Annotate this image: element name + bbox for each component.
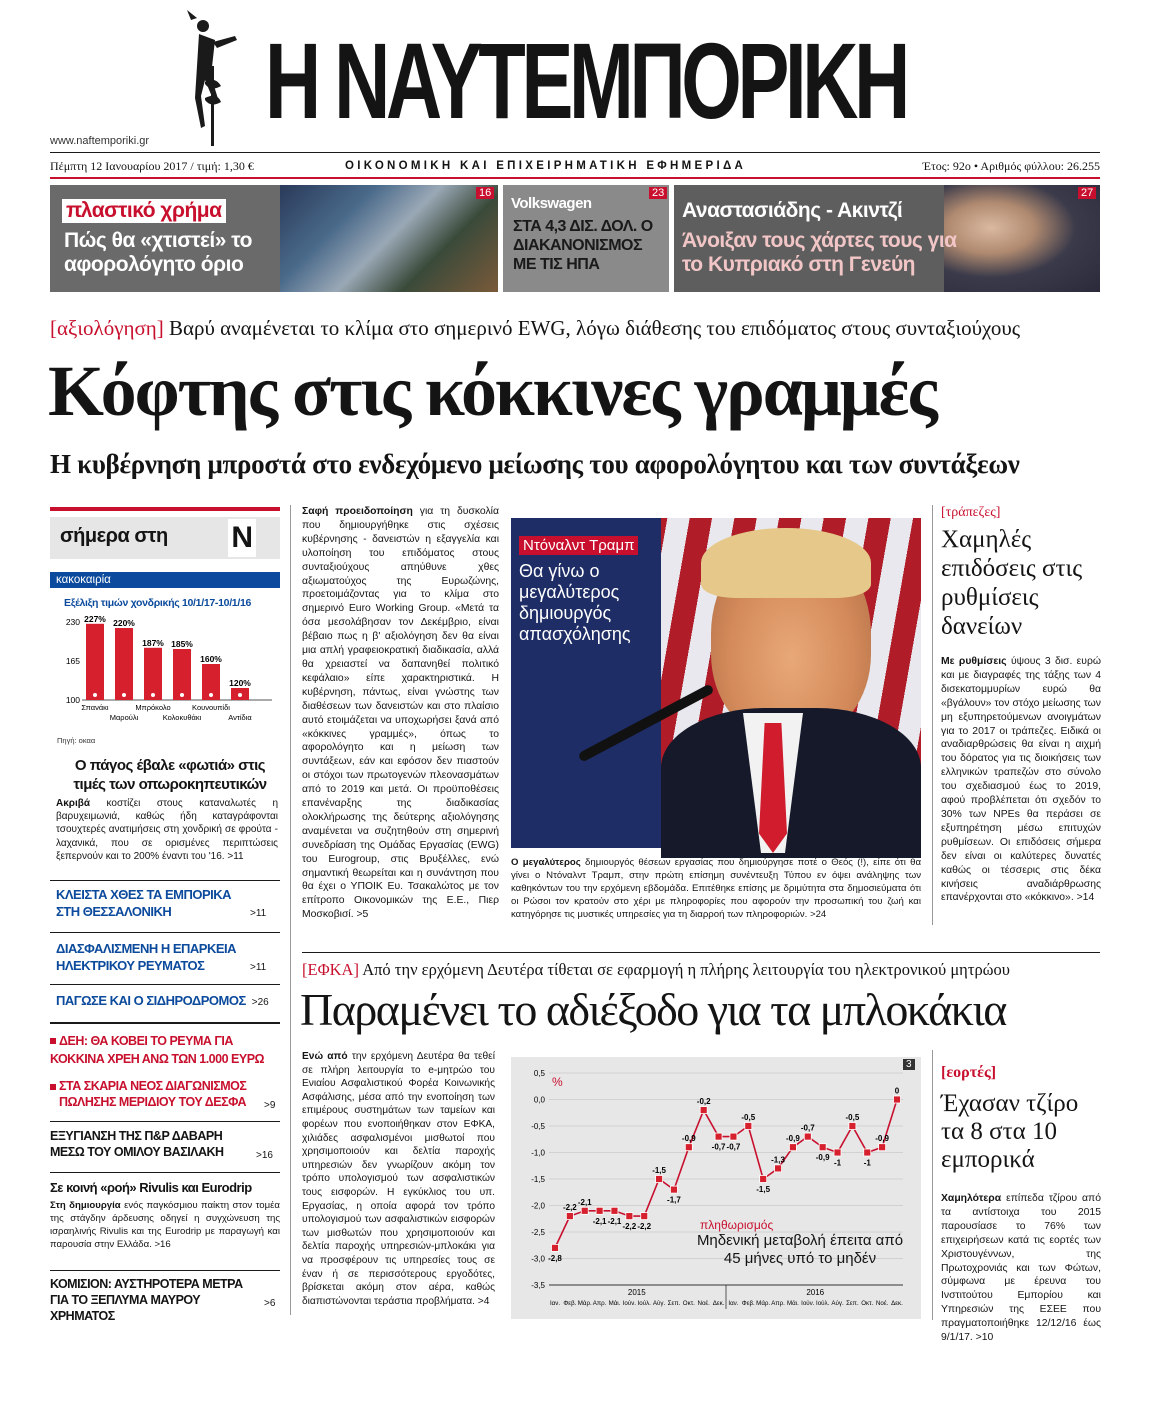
year-label: 2015 — [627, 1288, 646, 1297]
rivulis-body-text: ενός παγκόσμιου παίκτη στον τομέα της στάγδην άρδευσης οδηγεί η συγχώνευση της ισραηλινής Rivulis και της Eurodrip με παραγωγή και παρουσία στην Ελλάδα. >16 — [50, 1200, 280, 1250]
y-tick-label: 0,5 — [533, 1069, 545, 1078]
bar-chart-title: Εξέλιξη τιμών χονδρικής 10/1/17-10/1/16 — [64, 597, 252, 609]
bar-value-label: 120% — [229, 678, 251, 688]
banks-divider — [932, 505, 933, 925]
inflation-point — [626, 1213, 633, 1220]
sidebar-rule — [50, 984, 280, 985]
point-value-label: -1,3 — [771, 1155, 785, 1165]
point-value-label: -2,8 — [548, 1253, 562, 1263]
x-tick-label: Σεπ. — [667, 1300, 681, 1307]
bar-value-label: 220% — [113, 618, 135, 628]
inflation-ylabel: % — [552, 1075, 563, 1089]
inflation-point — [581, 1207, 588, 1214]
point-value-label: -0,5 — [741, 1113, 756, 1122]
bar-category-label: Κουνουπίδι — [192, 703, 230, 712]
inflation-point — [656, 1176, 663, 1183]
bar-category-label: Μαρούλι — [109, 713, 139, 722]
bar-chart-source: Πηγή: οκαα — [57, 736, 96, 745]
inflation-point — [715, 1133, 722, 1140]
year-label: 2016 — [806, 1288, 825, 1297]
inflation-title: πληθωρισμός — [700, 1218, 774, 1232]
bar-category-label: Αντίδια — [228, 713, 252, 722]
x-tick-label: Απρ. — [592, 1300, 607, 1307]
sidebar-body-bold: Ακριβά — [56, 798, 91, 809]
bar-dot — [238, 693, 242, 697]
bar-ytick: 165 — [65, 656, 80, 666]
bar-category-label: Σπανάκι — [81, 703, 109, 712]
inflation-point — [745, 1123, 752, 1130]
y-tick-label: -2,5 — [531, 1228, 545, 1237]
bar-3 — [144, 648, 162, 700]
teaser-page: 23 — [649, 187, 667, 199]
x-tick-label: Οκτ. — [861, 1300, 874, 1307]
inflation-point — [552, 1244, 559, 1251]
photo-quote: Θα γίνω ο μεγαλύτερος δημιουργός απασχόλησης — [519, 561, 631, 644]
point-value-label: -2,2 — [562, 1203, 577, 1213]
inflation-point — [775, 1165, 782, 1172]
y-tick-label: -3,0 — [531, 1254, 545, 1264]
x-tick-label: Νοέ. — [697, 1300, 710, 1307]
point-value-label: -0,7 — [711, 1142, 726, 1152]
sidebar-headline: Ο πάγος έβαλε «φωτιά» στις τιμές των οπωροκηπευτικών — [73, 757, 267, 793]
sidebar-body — [56, 797, 278, 869]
sidebar-rule — [50, 1172, 280, 1173]
sidebar-rule — [50, 1121, 280, 1122]
bar-dot — [93, 693, 97, 697]
point-value-label: -2,1 — [592, 1216, 607, 1226]
teaser-cyprus[interactable] — [674, 185, 1100, 292]
sidebar-item-pp[interactable]: ΕΞΥΓΙΑΝΣΗ ΤΗΣ Π&Ρ ΔΑΒΑΡΗ ΜΕΣΩ ΤΟΥ ΟΜΙΛΟΥ ΒΑΣΙΛΑΚΗ >16 — [50, 1129, 273, 1161]
inflation-point — [760, 1176, 767, 1183]
inflation-point — [566, 1213, 573, 1220]
sidebar-item-desfa[interactable]: ΣΤΑ ΣΚΑΡΙΑ ΝΕΟΣ ΔΙΑΓΩΝΙΣΜΟΣ ΠΩΛΗΣΗΣ ΜΕΡΙΔΙΟΥ ΤΟΥ ΔΕΣΦΑ >9 — [50, 1078, 280, 1116]
inflation-point — [789, 1144, 796, 1151]
x-tick-label: Ιαν. — [549, 1300, 561, 1307]
bar-ytick: 100 — [65, 695, 80, 705]
masthead-title: Η ΝΑΥΤΕΜΠΟΡΙΚΗ — [265, 20, 906, 141]
x-tick-label: Ιούλ. — [815, 1300, 830, 1307]
lead-subhead: Η κυβέρνηση μπροστά στο ενδεχόμενο μείωσης του αφορολόγητου και των συντάξεων — [50, 449, 1020, 479]
bullet-icon — [50, 1038, 56, 1044]
x-tick-label: Αύγ. — [652, 1300, 666, 1307]
bar-value-label: 227% — [84, 613, 106, 624]
efka-body-bold: Ενώ από — [302, 1051, 348, 1062]
banks-tag: [τράπεζες] — [941, 505, 1001, 520]
point-value-label: 0 — [894, 1086, 900, 1096]
sidebar-item-electricity[interactable]: ΔΙΑΣΦΑΛΙΣΜΕΝΗ Η ΕΠΑΡΚΕΙΑ ΗΛΕΚΤΡΙΚΟΥ ΡΕΥΜΑΤΟΣ >11 — [56, 941, 267, 973]
teaser-kicker: Αναστασιάδης - Ακιντζί — [682, 199, 903, 222]
inflation-point — [641, 1213, 648, 1220]
lead-kicker-line — [50, 316, 1020, 341]
holidays-body-bold: Χαμηλότερα — [941, 1193, 1002, 1204]
rivulis-body-bold: Στη δημιουργία — [50, 1200, 121, 1211]
photo-name: Ντόναλντ Τραμπ — [519, 536, 638, 555]
efka-body-text: την ερχόμενη Δευτέρα θα τεθεί σε πλήρη λειτουργία το e-μητρώο του Ενιαίου Ασφαλιστικού Φορέα Κοινωνικής Ασφάλισης, μέσα από την ενοποίηση των επιμέρους συστημάτων των ταμείων και φορέων που ενοποιήθηκαν στον ΕΦΚΑ, χιλιάδες ασφαλισμένοι μισθωτοί που χρησιμοποιούν και δελτία παροχής υπηρεσιών δεν γνωρίζουν ακόμη τον τρόπο υπολογισμού των ασφαλιστικών τους εισφορών. Η εγκύκλιος του υπ. Εργασίας, η οποία αφορά τον τρόπο υπολογισμού των ασφαλιστικών εισφορών των μισθωτών που χρησιμοποιούν και δελτία παροχής υπηρεσιών-μπλοκάκι για να προσφέρουν τις υπηρεσίες τους σε έναν ή σε περισσότερους εργοδότες, βρίσκεται ακόμη στον αέρα, καθώς διαπιστώνονται τεράστια προβλήματα. >4 — [302, 1051, 495, 1307]
teaser-kicker: Volkswagen — [511, 195, 592, 212]
efka-top-rule — [302, 952, 1100, 953]
inflation-point — [819, 1144, 826, 1151]
bar-2 — [115, 628, 133, 700]
x-tick-label: Φεβ. — [741, 1300, 755, 1307]
x-tick-label: Μάρ. — [577, 1300, 592, 1307]
price-bar-chart — [50, 612, 280, 742]
x-tick-label: Ιούν. — [622, 1300, 637, 1307]
photo-caption — [511, 856, 921, 934]
point-value-label: -1,7 — [667, 1195, 681, 1205]
lead-headline: Κόφτης στις κόκκινες γραμμές — [48, 351, 936, 431]
inflation-point — [804, 1133, 811, 1140]
point-value-label: -0,9 — [786, 1134, 800, 1144]
teaser-kicker: πλαστικό χρήμα — [62, 199, 226, 223]
teaser-volkswagen[interactable] — [503, 185, 669, 292]
teaser-page: 27 — [1078, 187, 1096, 199]
rivulis-headline: Σε κοινή «ροή» Rivulis και Eurodrip — [50, 1180, 252, 1195]
holidays-tag: [εορτές] — [941, 1064, 997, 1081]
inflation-point — [834, 1149, 841, 1156]
x-tick-label: Μάι. — [608, 1300, 621, 1307]
inflation-line-chart — [511, 1057, 921, 1319]
x-tick-label: Νοέ. — [875, 1300, 889, 1307]
inflation-point — [685, 1144, 692, 1151]
inflation-point — [611, 1207, 618, 1214]
teaser-page: 16 — [476, 187, 494, 199]
efka-kicker-line — [302, 960, 1010, 980]
teaser-plastic-money[interactable] — [50, 185, 498, 292]
efka-headline: Παραμένει το αδιέξοδο για τα μπλοκάκια — [300, 984, 1006, 1035]
point-value-label: -2,1 — [577, 1197, 592, 1207]
bar-value-label: 160% — [200, 654, 222, 664]
tagline-rule — [50, 177, 1100, 179]
teaser-text: Πώς θα «χτιστεί» το αφορολόγητο όριο — [64, 229, 252, 276]
sidebar-top-rule — [50, 507, 280, 511]
inflation-point — [700, 1107, 707, 1114]
website-url[interactable]: www.naftemporiki.gr — [50, 135, 150, 147]
x-tick-label: Μάι. — [786, 1300, 799, 1307]
hermes-logo-icon — [175, 6, 245, 148]
holidays-divider — [932, 1050, 933, 1320]
x-tick-label: Δεκ. — [712, 1300, 725, 1307]
x-tick-label: Ιούλ. — [637, 1300, 651, 1307]
y-tick-label: -2,0 — [531, 1201, 545, 1211]
efka-kicker: Από την ερχόμενη Δευτέρα τίθεται σε εφαρμογή η πλήρης λειτουργία του ηλεκτρονικού μητρώου — [362, 960, 1010, 979]
sidebar-body-text: κοστίζει στους καταναλωτές η βαρυχειμωνιά, καθώς ήδη καταγράφονται τσουχτερές ανατιμήσεις στη χονδρική σε φρούτα - λαχανικά, που σε ορισμένες περιπτώσεις ξεπερνούν και το 200% έναντι του '16. >11 — [56, 798, 279, 862]
caption-text: δημιουργός θέσεων εργασίας που δημιούργησε ποτέ ο Θεός (!), είπε ότι θα γίνει ο Ντόναλντ Τραμπ, στην πρώτη επίσημη συνέντευξη Τύπου εν όψει ανάληψης των καθηκόντων του την ερχόμενη εβδομάδα. Επιτέθηκε επίσης με δριμύτητα στα δημοσιεύματα ότι οι Ρώσοι τον κρατούν στο χέρι με πληροφορίες που αφορούν την προσωπική του ζωή και κατηγόρησε τις μυστικές υπηρεσίες για τη διαρροή των πληροφοριών. >24 — [511, 857, 921, 920]
bar-ytick: 230 — [65, 617, 80, 627]
trump-hair — [701, 528, 871, 598]
point-value-label: -0,2 — [696, 1097, 711, 1107]
photo-quote-box — [511, 530, 651, 651]
efka-tag: [ΕΦΚΑ] — [302, 960, 359, 979]
issue-number: Έτος: 92ο • Αριθμός φύλλου: 26.255 — [922, 159, 1100, 173]
bar-4 — [173, 649, 191, 700]
inflation-point — [670, 1186, 677, 1193]
inflation-point — [730, 1133, 737, 1140]
sidebar-rule-thick — [50, 1022, 280, 1024]
sidebar-header-letter: Ν — [228, 519, 256, 557]
point-value-label: -1 — [833, 1158, 842, 1168]
sidebar-rule — [50, 880, 280, 881]
inflation-page-ref: 3 — [903, 1059, 915, 1070]
x-tick-label: Δεκ. — [891, 1300, 903, 1307]
lead-body-bold: Σαφή προειδοποίηση — [302, 506, 413, 517]
sidebar-item-komision[interactable]: ΚΟΜΙΣΙΟΝ: ΑΥΣΤΗΡΟΤΕΡΑ ΜΕΤΡΑ ΓΙΑ ΤΟ ΞΕΠΛΥΜΑ ΜΑΥΡΟΥ ΧΡΗΜΑΤΟΣ >6 — [50, 1277, 276, 1323]
sidebar-item-thessaloniki[interactable]: ΚΛΕΙΣΤΑ ΧΘΕΣ ΤΑ ΕΜΠΟΡΙΚΑ ΣΤΗ ΘΕΣΣΑΛΟΝΙΚΗ >11 — [56, 887, 267, 919]
holidays-body — [941, 1192, 1101, 1344]
sidebar-rule — [50, 932, 280, 933]
point-value-label: -0,9 — [681, 1134, 696, 1144]
holidays-body-text: επίπεδα τζίρου από τα αντίστοιχα του 2015 παρουσίασε το 76% των επιχειρήσεων κατά τις εορτές των Χριστουγέννων, της Πρωτοχρονιάς και των Φώτων, σύμφωνα με έρευνα του Ινστιτούτου Εμπορίου και Υπηρεσιών της ΕΣΕΕ που πραγματοποιήθηκε 12/12/16 έως 9/1/17. >10 — [941, 1193, 1101, 1344]
lead-tag: [αξιολόγηση] — [50, 316, 164, 340]
rivulis-body — [50, 1199, 280, 1265]
point-value-label: -0,7 — [726, 1142, 741, 1152]
leaders-photo — [944, 185, 1100, 292]
point-value-label: -1,5 — [756, 1185, 771, 1194]
sidebar-header — [50, 517, 280, 559]
inflation-point — [596, 1207, 603, 1214]
banks-body-text: ύψους 3 δισ. ευρώ και με διαγραφές της τάξης των 4 δισεκατομμυρίων ευρώ θα «βγάλουν» τον στόχο μείωσης των μη εξυπηρετούμενων ανοιγμάτων για το 2017 οι τράπεζες. Ειδικά οι αναδιαρθρώσεις θα είναι η αιχμή του δόρατος για τις διοικήσεις των ελληνικών τραπεζών στο σύνολο του σχεδιασμού έως το 2019, αφού προβλέπεται ότι σχεδόν το 30% των NPEs θα περάσει σε εξυπηρέτηση μέσω επιτυχών ρυθμίσεων. Οι επιδόσεις σήμερα δεν είναι οι καλύτερες δυνατές καθώς οι τέσσερις στις δέκα κινήσεις αναδιάρθρωσης επανέρχονται στο «κόκκινο». >14 — [941, 656, 1102, 904]
point-value-label: -1,5 — [652, 1166, 666, 1175]
x-tick-label: Απρ. — [771, 1300, 785, 1307]
point-value-label: -2,2 — [622, 1222, 637, 1232]
y-tick-label: 0,0 — [533, 1095, 545, 1105]
banks-body-bold: Με ρυθμίσεις — [941, 656, 1007, 667]
caption-bold: Ο μεγαλύτερος — [511, 857, 581, 868]
teaser-text: Άνοιξαν τους χάρτες τους για το Κυπριακό στη Γενεύη — [682, 229, 957, 276]
point-value-label: -0,9 — [875, 1134, 890, 1144]
holidays-headline: Έχασαν τζίρο τα 8 στα 10 εμπορικά — [941, 1090, 1079, 1173]
trump-photo — [511, 518, 921, 848]
point-value-label: -0,7 — [800, 1123, 815, 1133]
bar-dot — [122, 693, 126, 697]
credit-cards-image — [280, 185, 498, 292]
teaser-text: ΣΤΑ 4,3 ΔΙΣ. ΔΟΛ. Ο ΔΙΑΚΑΝΟΝΙΣΜΟΣ ΜΕ ΤΙΣ ΗΠΑ — [513, 218, 653, 273]
inflation-point — [894, 1096, 901, 1103]
bar-dot — [151, 693, 155, 697]
sidebar-header-text: σήμερα στη — [60, 525, 168, 547]
point-value-label: -0,9 — [815, 1153, 830, 1163]
sidebar-item-railway[interactable]: ΠΑΓΩΣΕ ΚΑΙ Ο ΣΙΔΗΡΟΔΡΟΜΟΣ >26 — [56, 993, 269, 1008]
masthead-rule — [50, 152, 1100, 153]
bar-value-label: 187% — [142, 637, 164, 648]
inflation-point — [849, 1123, 856, 1130]
sidebar-item-dei[interactable]: ΔΕΗ: ΘΑ ΚΟΒΕΙ ΤΟ ΡΕΥΜΑ ΓΙΑ ΚΟΚΚΙΝΑ ΧΡΕΗ ΑΝΩ ΤΩΝ 1.000 ΕΥΡΩ — [50, 1034, 265, 1066]
lead-kicker: Βαρύ αναμένεται το κλίμα στο σημερινό EWG, λόγω διάθεσης του επιδόματος στους συνταξιούχους — [169, 316, 1021, 340]
bar-1 — [86, 624, 104, 700]
date-price: Πέμπτη 12 Ιανουαρίου 2017 / τιμή: 1,30 € — [50, 159, 254, 173]
x-tick-label: Μάρ. — [756, 1300, 771, 1307]
y-tick-label: -1,5 — [531, 1175, 545, 1184]
x-tick-label: Ιαν. — [728, 1300, 739, 1307]
bar-category-label: Κολοκυθάκι — [162, 713, 202, 722]
point-value-label: -0,5 — [845, 1113, 860, 1122]
point-value-label: -2,1 — [607, 1216, 622, 1226]
x-tick-label: Σεπ. — [846, 1300, 859, 1307]
point-value-label: -1 — [863, 1158, 871, 1168]
efka-body — [302, 1050, 495, 1320]
sidebar-section: κακοκαιρία — [50, 572, 280, 588]
column-divider — [290, 505, 291, 1315]
lead-body — [302, 505, 499, 925]
sidebar-rule — [50, 1270, 280, 1271]
bar-value-label: 185% — [171, 639, 193, 649]
banks-headline: Χαμηλές επιδόσεις στις ρυθμίσεις δανείων — [941, 526, 1083, 640]
x-tick-label: Οκτ. — [682, 1300, 695, 1307]
y-tick-label: -1,0 — [531, 1148, 545, 1158]
point-value-label: -2,2 — [637, 1222, 652, 1232]
x-tick-label: Ιούν. — [801, 1300, 815, 1307]
tagline: ΟΙΚΟΝΟΜΙΚΗ ΚΑΙ ΕΠΙΧΕΙΡΗΜΑΤΙΚΗ ΕΦΗΜΕΡΙΔΑ — [345, 160, 747, 172]
bullet-icon — [50, 1084, 56, 1090]
bar-dot — [209, 693, 213, 697]
bar-category-label: Μπρόκολο — [135, 703, 171, 712]
inflation-point — [879, 1144, 886, 1151]
lead-body-text: για τη δυσκολία που δημιουργήθηκε στις σχέσεις κυβέρνησης - δανειστών η εξαγγελία και υλοποίηση του επιδόματος στους συνταξιούχους απηύθυνε χθες αξιωματούχος της Ευρωζώνης, προετοιμάζοντας για το κλίμα στο σημερινό Euro Working Group. «Μετά τα όσα μεσολάβησαν τον Δεκέμβριο, είναι βέβαιο πως η β' αξιολόγηση δεν θα είναι μια απλή γραφειοκρατική διαδικασία, αλλά θα χρειαστεί να δαπανηθεί πολιτικό κεφάλαιο» είπε χαρακτηριστικά. Η κυβέρνηση, πάντως, είναι γνώστης των διαθέσεων των δανειστών και στο πλαίσιο αυτό ετοιμάζεται να υποχωρήσει ξανά από «κόκκινες γραμμές», όπως το αφορολόγητο και η μείωση των συντάξεων, εάν και εφόσον δεν πιαστούν οι στόχοι των πρωτογενών πλεονασμάτων από το 2019 και μετά. Οι προϋποθέσεις επανέναρξης της διαδικασίας ολοκλήρωσης της δεύτερης αξιολόγησης αναμένεται να συζητηθούν στη σημερινή συνεδρίαση της Ομάδας Εργασίας (EWG) του Eurogroup, στις Βρυξέλλες, ενώ σημαντική θεωρείται και η συνάντηση που θα έχει ο ΥΠΟΙΚ Ευ. Τσακαλώτος με τον επίτροπο Οικονομικών της Ε.Ε., Πιερ Μοσκοβισί. >5 — [302, 506, 499, 921]
y-tick-label: -3,5 — [531, 1281, 545, 1290]
inflation-point — [864, 1149, 871, 1156]
x-tick-label: Φεβ. — [563, 1300, 577, 1307]
inflation-subtitle: Μηδενική μεταβολή έπειτα από 45 μήνες υπό το μηδέν — [696, 1232, 904, 1267]
x-tick-label: Αύγ. — [831, 1300, 844, 1307]
bar-dot — [180, 693, 184, 697]
banks-body — [941, 655, 1101, 930]
y-tick-label: -0,5 — [531, 1122, 545, 1131]
